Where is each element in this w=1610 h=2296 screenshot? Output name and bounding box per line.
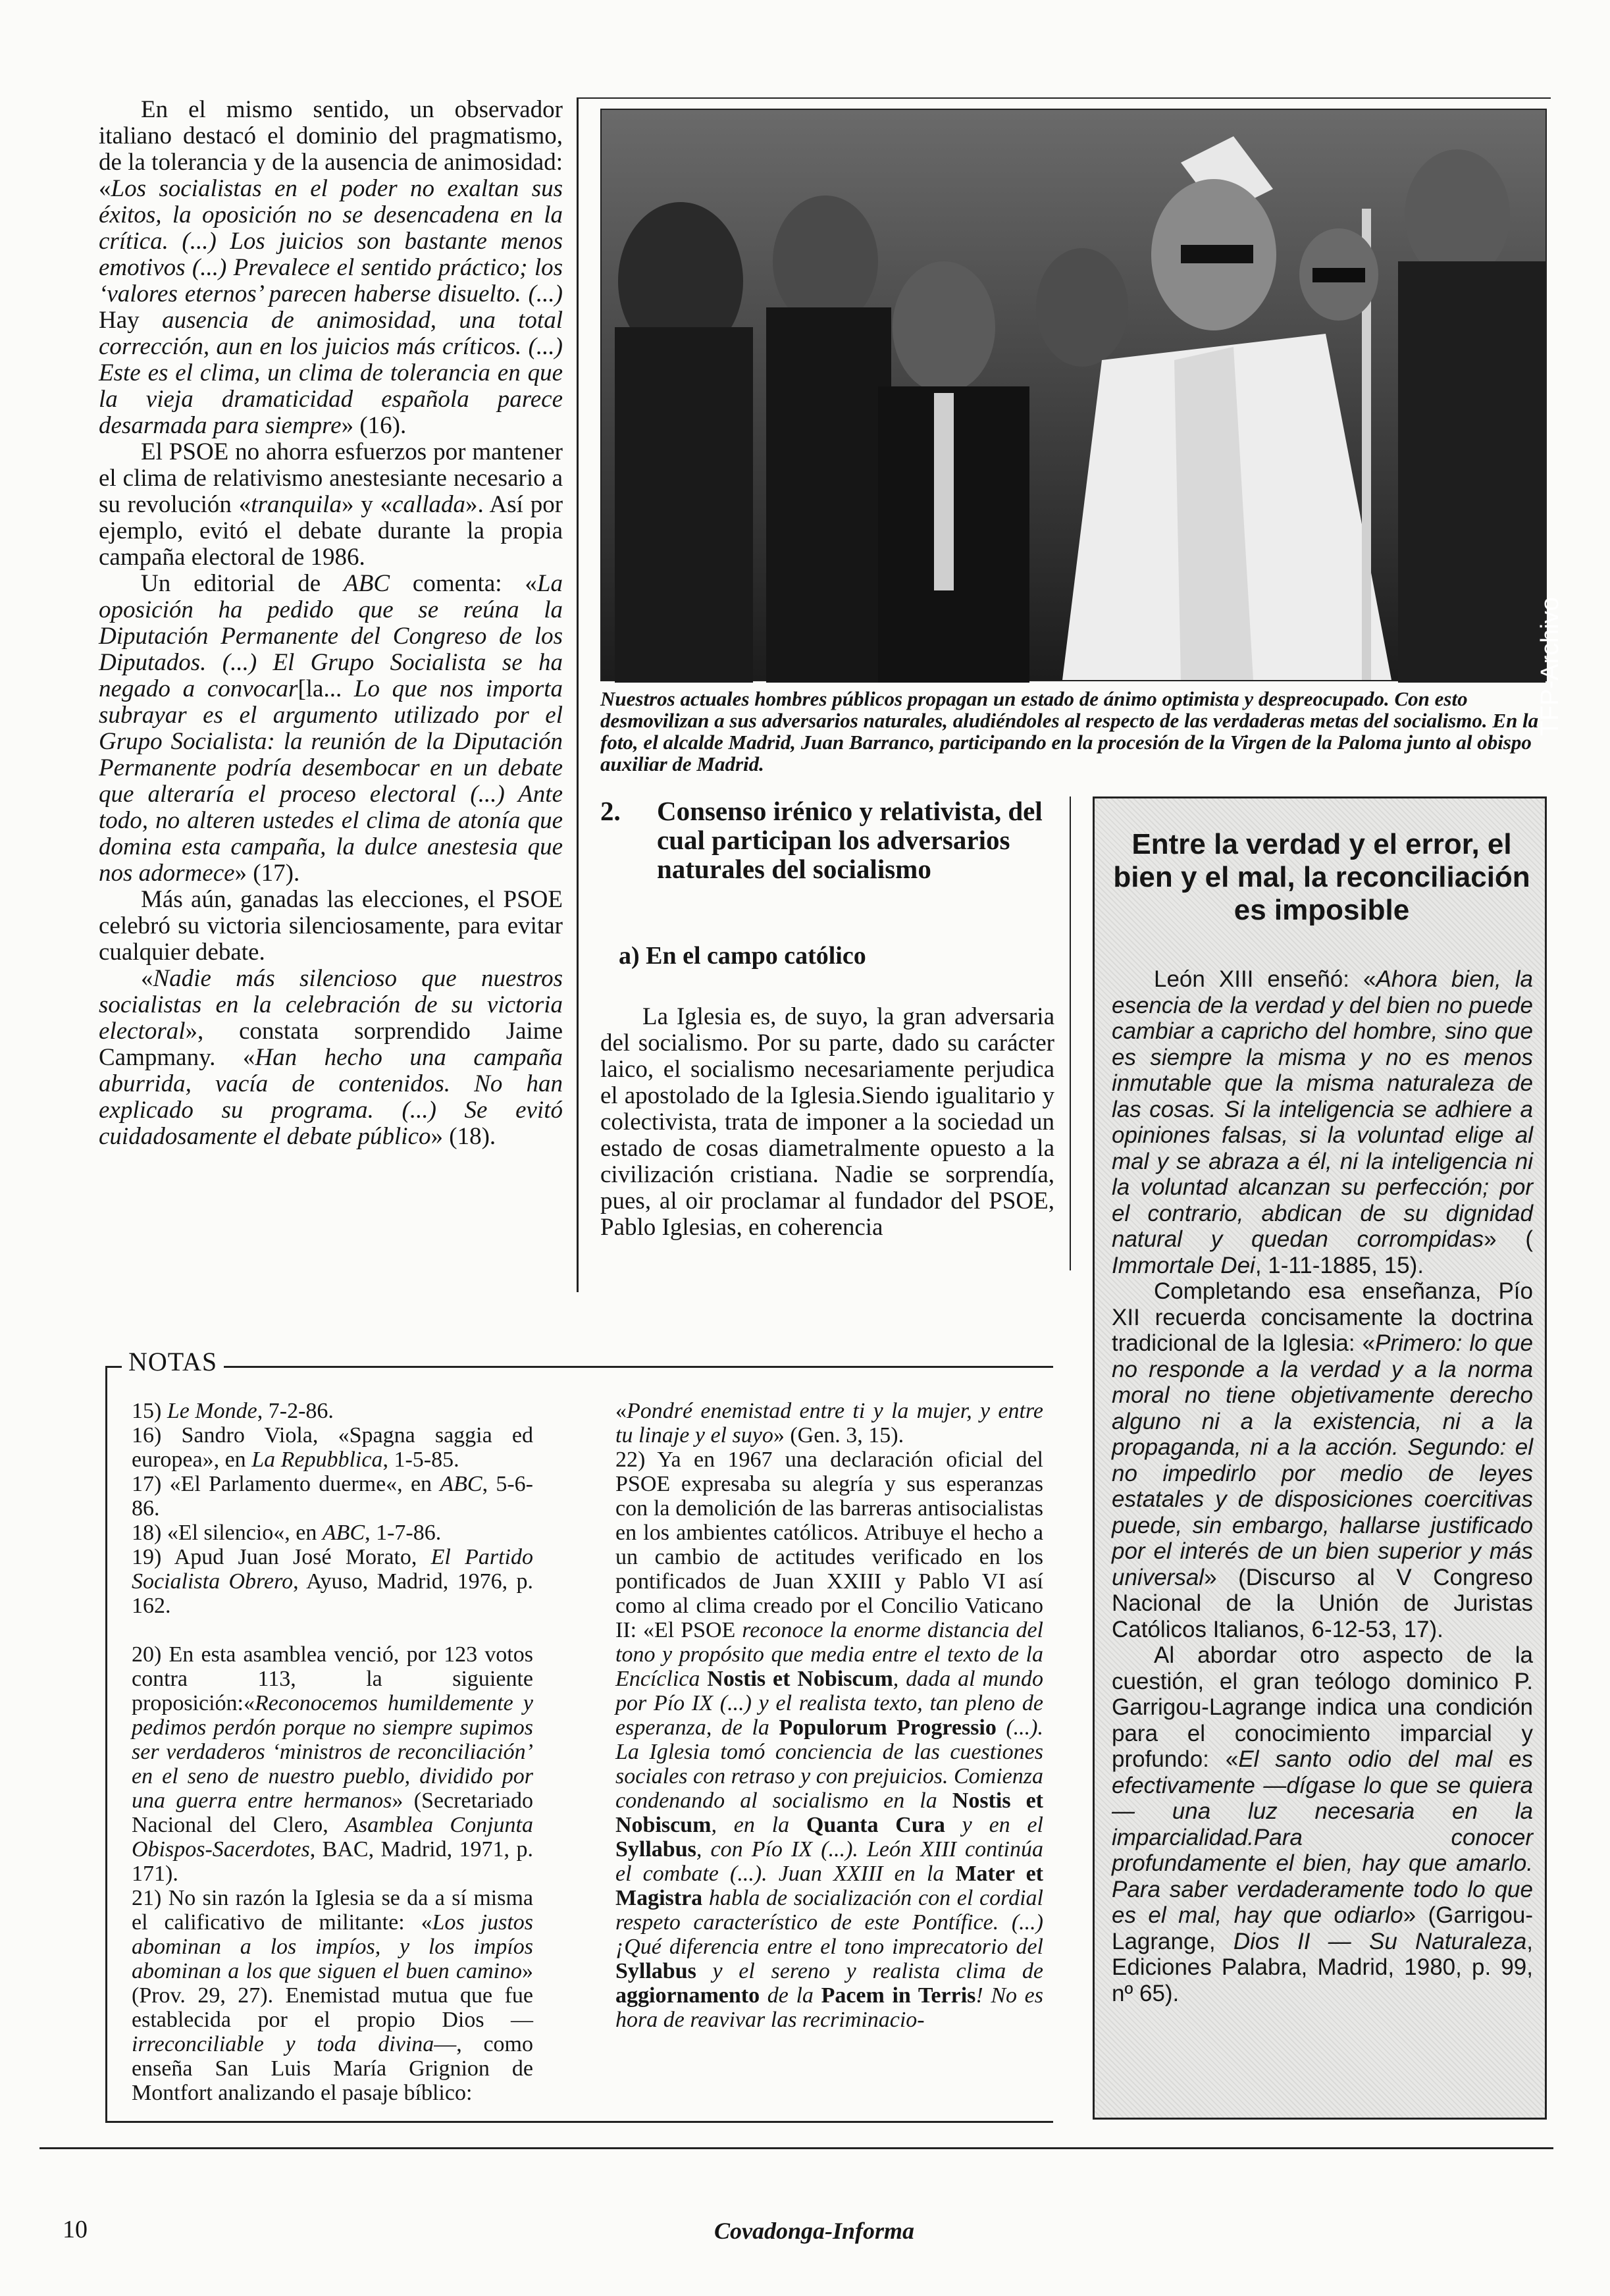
subsection-title: a) En el campo católico — [619, 942, 866, 970]
box-title: Entre la verdad y el error, el bien y el mal, la reconciliación es imposible — [1113, 828, 1530, 926]
quote: tranquila — [251, 491, 342, 518]
quote: callada — [392, 491, 466, 518]
encyclical: Nostis et Nobiscum — [615, 1788, 1043, 1837]
quote: El santo odio del mal es efectivamente —dígase lo que se quiera— una luz necesaria en la imparcialidad.Para conocer profundamente el bien, hay que amarlo. Para saber verdaderamente todo lo que es el mal, hay que odiarlo — [1112, 1746, 1533, 1928]
notes-column-right — [615, 1399, 1043, 2032]
paragraph — [99, 97, 563, 439]
note-20 — [132, 1642, 533, 1886]
text: , 1-11-1885, 15). — [1255, 1252, 1424, 1278]
paragraph: La Iglesia es, de suyo, la gran adversaria del socialismo. Por su parte, dado su carácter laico, el socialismo necesariamente perjudica el apostolado de la Iglesia.Siendo igualitario y colectivista, trata de imponer a la sociedad un estado de cosas diametralmente opuesto a la civilización cristiana. Nadie se sorprendía, pues, al oir proclamar al fundador del PSOE, Pablo Iglesias, en coherencia — [600, 1003, 1054, 1241]
quote: Lo que nos importa subrayar es el argumento utilizado por el Grupo Socialista: la reunión de la Diputación Permanente podría desembocar en un debate que alteraría el proceso electoral (...) Ante todo, no alteren ustedes el clima de atonía que domina esta campaña, la dulce anestesia que nos adormece — [99, 675, 563, 887]
text: Al abordar otro aspecto de la cuestión, el gran teólogo dominico P. Garrigou-Lagrange indica una condición para el conocimiento imparcial y profundo: « — [1112, 1642, 1533, 1772]
publication: Asamblea Conjunta Obispos-Sacerdotes — [132, 1813, 533, 1862]
quote: irreconciliable y toda divina — [132, 2032, 434, 2056]
quote: , en la — [711, 1813, 806, 1837]
quote: de la — [760, 1983, 821, 2008]
quote: ausencia de animosidad, una total corrección, aun en los juicios más críticos. (...) Este es el clima, un clima de tolerancia en que la vieja dramaticidad española parece desarmada para siempre — [99, 307, 563, 439]
text: » y « — [341, 491, 393, 518]
paragraph — [99, 966, 563, 1150]
article-column-1 — [99, 97, 563, 1150]
text: Completando esa enseñanza, Pío XII recuerda concisamente la doctrina tradicional de la Iglesia: « — [1112, 1278, 1533, 1356]
quote: , dada al mundo por Pío IX (...) y el realista texto, tan pleno de esperanza, de la — [615, 1667, 1043, 1740]
text: 21) No sin razón la Iglesia se da a sí misma el calificativo de militante: « — [132, 1886, 533, 1935]
publication: ABC — [344, 570, 390, 597]
quote: La oposición ha pedido que se reúna la Diputación Permanente del Congreso de los Diputados. (...) El Grupo Socialista se ha negado a convocar — [99, 570, 563, 702]
text: León XIII enseñó: « — [1154, 966, 1376, 992]
quote: (...). La Iglesia tomó conciencia de las cuestiones sociales con retraso y con prejuicios. Comienza condenando al socialismo en la — [615, 1715, 1044, 1813]
text: » (Garrigou-Lagrange, — [1112, 1902, 1534, 1954]
column-rule — [577, 97, 579, 1292]
paragraph — [1112, 1642, 1533, 2006]
page-number: 10 — [63, 2216, 88, 2243]
paragraph — [1112, 1278, 1533, 1642]
encyclical: Populorum Progressio — [779, 1715, 997, 1740]
note-18 — [132, 1521, 533, 1545]
article-column-2 — [600, 1004, 1054, 1241]
text: » (17). — [234, 860, 300, 887]
text: 16) Sandro Viola, «Spagna saggia ed europea», en — [132, 1423, 533, 1472]
text: —, como enseña San Luis María Grignion de Montfort analizando el pasaje bíblico: — [132, 2032, 533, 2105]
citation: Dios II — Su Naturaleza — [1233, 1928, 1527, 1954]
text: « — [615, 1399, 627, 1423]
top-rule — [577, 97, 1551, 99]
text: » (Secretariado Nacional del Clero, — [132, 1788, 533, 1837]
quote: Nadie más silencioso que nuestros socialistas en la celebración de su victoria electoral — [99, 965, 563, 1045]
paragraph: Más aún, ganadas las elecciones, el PSOE celebró su victoria silenciosamente, para evitar cualquier debate. — [99, 886, 563, 966]
photo-credit: TFP-Archivo — [1536, 597, 1564, 737]
publication: ABC — [440, 1472, 482, 1496]
section-number: 2. — [600, 796, 621, 826]
text: » ( — [1484, 1226, 1533, 1252]
text: 18) «El silencio«, en — [132, 1521, 323, 1545]
text: » (16). — [341, 412, 407, 439]
paragraph — [1112, 966, 1533, 1278]
text: » (Gen. 3, 15). — [773, 1423, 904, 1448]
paragraph — [99, 571, 563, 887]
notes-column-left — [132, 1399, 533, 2105]
notes-label: NOTAS — [122, 1346, 224, 1377]
encyclical: Syllabus — [615, 1959, 696, 1983]
note-21 — [132, 1886, 533, 2105]
publication: El Partido Socialista Obrero — [132, 1545, 534, 1594]
section-title: Consenso irénico y relativista, del cual participan los adversarios naturales del socialismo — [657, 796, 1043, 884]
quote: Primero: lo que no responde a la verdad y a la norma moral no tiene objetivamente derecho alguno ni a la existencia, ni a la propaganda, ni a la acción. Segundo: el no impedirlo por medio de leyes estatales y de disposiciones coercitivas puede, sin embargo, hallarse justificado por el interés de un bien superior y más universal — [1112, 1330, 1534, 1590]
note-16 — [132, 1423, 533, 1472]
quote: ! No es hora de reavivar las recriminacio- — [615, 1983, 1043, 2032]
note-19 — [132, 1545, 533, 1618]
quote: Ahora bien, la esencia de la verdad y del bien no puede cambiar a capricho del hombre, sino que es siempre la misma y no es menos inmutable que la misma naturaleza de las cosas. Si la inteligencia se adhiere a opiniones falsas, si la voluntad elige al mal y se abraza a él, ni la inteligencia ni la voluntad alcanzan su perfección; por el contrario, abdican de su dignidad natural y quedan corrompidas — [1112, 966, 1533, 1252]
section-heading — [600, 796, 1054, 883]
text: 19) Apud Juan José Morato, — [132, 1545, 431, 1569]
text: [la... — [298, 675, 342, 702]
encyclical: Mater et Magistra — [615, 1862, 1043, 1910]
encyclical: Syllabus — [615, 1837, 696, 1862]
term: aggiornamento — [615, 1983, 760, 2008]
text: » (Discurso al V Congreso Nacional de la Unión de Juristas Católicos Italianos, 6-12-53, 17). — [1112, 1564, 1533, 1642]
text: , 1-5-85. — [382, 1448, 459, 1472]
quote: y en el — [945, 1813, 1044, 1837]
quote: habla de socialización con el cordial respeto característico de este Pontífice. (...) ¡Qué diferencia entre el tono imprecatorio del — [615, 1886, 1043, 1959]
text: », constata sorprendido Jaime Campmany. « — [99, 1018, 563, 1071]
text: , Ediciones Palabra, Madrid, 1980, p. 99, nº 65). — [1112, 1928, 1533, 2006]
publication: ABC — [322, 1521, 365, 1545]
encyclical: Quanta Cura — [806, 1813, 945, 1837]
text: , BAC, Madrid, 1971, p. 171). — [132, 1837, 533, 1886]
text: » (Prov. 29, 27). Enemistad mutua que fue establecida por el propio Dios — — [132, 1959, 533, 2032]
text: comenta: « — [390, 570, 537, 597]
quote: Pondré enemistad entre ti y la mujer, y entre tu linaje y el suyo — [615, 1399, 1043, 1448]
quote: Han hecho una campaña aburrida, vacía de contenidos. No han explicado su programa. (...) Se evitó cuidadosamente el debate público — [99, 1044, 563, 1150]
publication-name: Covadonga-Informa — [714, 2218, 915, 2244]
encyclical: Nostis et Nobiscum — [707, 1667, 893, 1691]
text: , 1-7-86. — [365, 1521, 442, 1545]
text: En el mismo sentido, un observador italiano destacó el dominio del pragmatismo, de la tolerancia y de la ausencia de animosidad: « — [99, 96, 563, 202]
note-22 — [615, 1448, 1043, 2032]
text: » (18). — [430, 1123, 496, 1150]
text: 22) Ya en 1967 una declaración oficial del PSOE expresaba su alegría y sus esperanzas con la demolición de las barreras antisocialistas en los ambientes católicos. Atribuye el hecho a un cambio de actitudes verificado en los pontificados de Juan XXIII y Pablo VI así como al clima creado por el Concilio Vaticano II: «El PSOE — [615, 1448, 1043, 1642]
quote: Los socialistas en el poder no exaltan sus éxitos, la oposición no se desencadena en la crítica. (...) Los juicios son bastante menos emotivos (...) Prevalece el sentido práctico; los ‘valores eternos’ parecen haberse disuelto. (...) — [99, 175, 563, 307]
text: 15) — [132, 1399, 167, 1423]
quote: , con Pío IX (...). León XIII continúa el combate (...). Juan XXIII en la — [615, 1837, 1043, 1886]
note-21-continued — [615, 1399, 1043, 1448]
paragraph — [99, 439, 563, 571]
sidebar-box — [1093, 796, 1547, 2120]
text: 17) «El Parlamento duerme«, en — [132, 1472, 440, 1496]
quote: reconoce la enorme distancia del tono y propósito que media entre el texto de la Encíclica — [615, 1618, 1043, 1691]
quote: Los justos abominan a los impíos, y los impíos abominan a los que siguen el buen camino — [132, 1910, 534, 1983]
text: , Ayuso, Madrid, 1976, p. 162. — [132, 1569, 533, 1618]
quote: Reconocemos humildemente y pedimos perdón porque no siempre supimos ser verdaderos ‘ministros de reconciliación’ en el seno de nuestro pueblo, dividido por una guerra entre hermanos — [132, 1691, 533, 1813]
text: ». Así por ejemplo, evitó el debate durante la propia campaña electoral de 1986. — [99, 491, 563, 571]
note-15 — [132, 1399, 533, 1423]
footer-rule — [39, 2147, 1553, 2149]
note-17 — [132, 1472, 533, 1521]
text: El PSOE no ahorra esfuerzos por mantener el clima de relativismo anestesiante necesario a su revolución « — [99, 438, 563, 518]
text: Hay — [99, 307, 162, 334]
citation: Immortale Dei — [1112, 1252, 1255, 1278]
photo-illustration — [602, 110, 1545, 680]
text: , 5-6-86. — [132, 1472, 533, 1521]
text: Un editorial de — [141, 570, 344, 597]
text: 20) En esta asamblea venció, por 123 votos contra 113, la siguiente proposición:« — [132, 1642, 533, 1715]
text: , 7-2-86. — [257, 1399, 334, 1423]
section-rule — [1070, 796, 1071, 1270]
publication: La Repubblica — [251, 1448, 383, 1472]
text: « — [141, 965, 153, 992]
box-body — [1112, 966, 1533, 2006]
quote: y el sereno y realista clima de — [696, 1959, 1043, 1983]
encyclical: Pacem in Terris — [821, 1983, 976, 2008]
photo-caption: Nuestros actuales hombres públicos propagan un estado de ánimo optimista y despreocupado. Con esto desmovilizan a sus adversarios naturales, aludiéndoles al respecto de las verdaderas metas del socialismo. En la foto, el alcalde Madrid, Juan Barranco, participando en la procesión de la Virgen de la Paloma junto al obispo auxiliar de Madrid. — [600, 687, 1539, 775]
publication: Le Monde — [167, 1399, 257, 1423]
